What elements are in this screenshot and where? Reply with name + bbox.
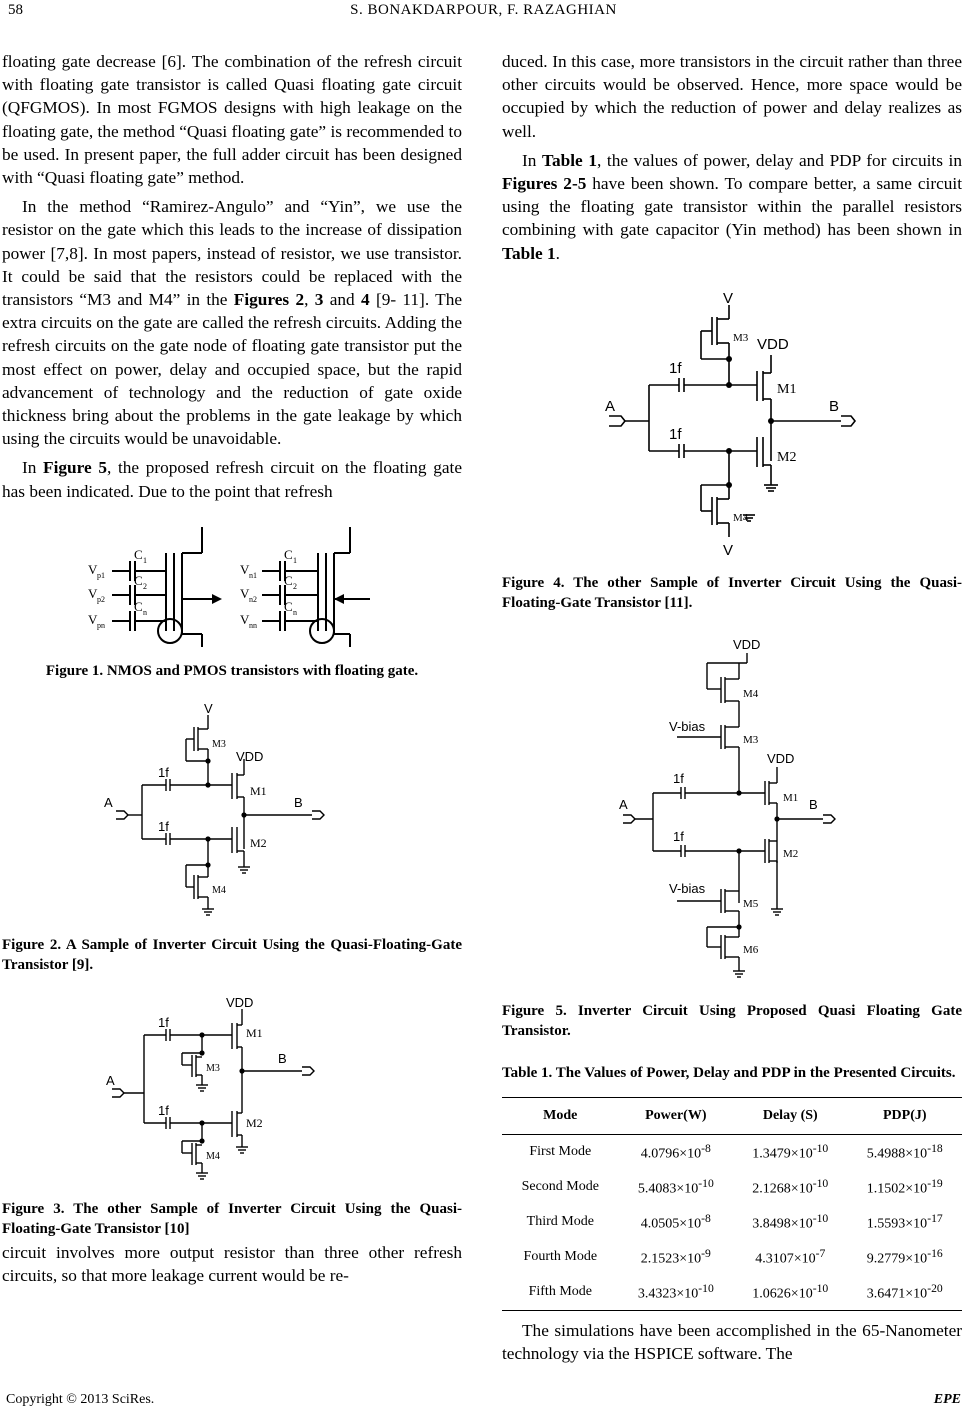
svg-text:A: A bbox=[619, 796, 628, 812]
svg-text:M2: M2 bbox=[777, 449, 797, 465]
svg-text:nn: nn bbox=[249, 620, 257, 630]
figure-2-caption: Figure 2. A Sample of Inverter Circuit Using the Quasi-Floating-Gate Transistor [9]. bbox=[2, 936, 462, 973]
table-row bbox=[502, 1134, 962, 1170]
svg-text:B: B bbox=[294, 794, 303, 810]
svg-text:V: V bbox=[240, 561, 250, 577]
column-header: Mode bbox=[502, 1097, 619, 1134]
table-row bbox=[502, 1205, 962, 1240]
paragraph: The simulations have been accomplished in the 65-Nanometer technology via the HSPICE software. The bbox=[502, 1320, 962, 1364]
journal-abbreviation: EPE bbox=[933, 1392, 961, 1407]
svg-text:C: C bbox=[284, 546, 293, 562]
column-header: Delay (S) bbox=[733, 1097, 847, 1134]
svg-text:V: V bbox=[88, 561, 98, 577]
svg-text:V: V bbox=[204, 702, 213, 716]
svg-text:p2: p2 bbox=[97, 594, 105, 604]
svg-text:VDD: VDD bbox=[226, 994, 254, 1010]
svg-text:B: B bbox=[809, 796, 818, 812]
mode-cell: Fifth Mode bbox=[502, 1275, 619, 1311]
svg-text:B: B bbox=[829, 397, 840, 415]
column-header: Power(W) bbox=[619, 1097, 733, 1134]
figure-5-caption: Figure 5. Inverter Circuit Using Proposed Quasi Floating Gate Transistor. bbox=[502, 1002, 962, 1039]
svg-text:1f: 1f bbox=[669, 425, 682, 443]
svg-text:M4: M4 bbox=[733, 511, 749, 524]
running-title: S. BONAKDARPOUR, F. RAZAGHIAN bbox=[350, 2, 617, 18]
svg-text:C: C bbox=[284, 572, 293, 588]
svg-text:C: C bbox=[284, 598, 293, 614]
pdp-cell: $5.4988\times 10^{-18}$ bbox=[866, 1142, 943, 1162]
svg-text:pn: pn bbox=[97, 620, 105, 630]
svg-text:M6: M6 bbox=[743, 943, 759, 956]
pdp-cell: $9.2779\times 10^{-16}$ bbox=[866, 1247, 943, 1267]
figure-4-caption: Figure 4. The other Sample of Inverter Circuit Using the Quasi-Floating-Gate Transistor [11]. bbox=[502, 574, 962, 611]
mode-cell: First Mode bbox=[529, 1144, 592, 1160]
svg-text:M1: M1 bbox=[777, 381, 797, 397]
delay-cell: $2.1268\times 10^{-10}$ bbox=[752, 1177, 829, 1197]
svg-text:M1: M1 bbox=[246, 1025, 263, 1040]
svg-text:1f: 1f bbox=[673, 770, 684, 786]
power-cell: $2.1523\times 10^{-9}$ bbox=[640, 1247, 711, 1267]
left-column bbox=[2, 50, 462, 1293]
svg-text:n2: n2 bbox=[249, 594, 257, 604]
paragraph: circuit involves more output resistor than three other refresh circuits, so that more leakage current would be re- bbox=[2, 1242, 462, 1286]
svg-text:1f: 1f bbox=[673, 828, 684, 844]
svg-text:A: A bbox=[106, 1072, 115, 1088]
pdp-cell: $3.6471\times 10^{-20}$ bbox=[848, 1275, 962, 1311]
figure-1-nmos-pmos-floating-gate bbox=[82, 519, 382, 649]
paragraph: In Table 1, the values of power, delay and PDP for circuits in Figures 2-5 have been shown. To compare better, a same circuit using the floating gate transistor within the parallel resistors combining with gate capacitor (Yin method) has been shown in Table 1. bbox=[502, 150, 962, 263]
page-header bbox=[0, 0, 967, 30]
copyright-notice: Copyright © 2013 SciRes. bbox=[6, 1392, 155, 1407]
svg-text:B: B bbox=[278, 1050, 287, 1066]
svg-text:V: V bbox=[723, 289, 734, 307]
svg-text:M3: M3 bbox=[733, 331, 749, 344]
figure-3-inverter-circuit bbox=[102, 995, 362, 1185]
svg-text:M1: M1 bbox=[783, 791, 799, 804]
right-column bbox=[502, 50, 962, 1371]
svg-text:M1: M1 bbox=[250, 783, 267, 798]
paragraph: In Figure 5, the proposed refresh circuit on the floating gate has been indicated. Due to the point that refresh bbox=[2, 458, 462, 501]
svg-text:V: V bbox=[88, 585, 98, 601]
svg-text:C: C bbox=[134, 598, 143, 614]
figure-3-caption: Figure 3. The other Sample of Inverter Circuit Using the Quasi-Floating-Gate Transistor [10] bbox=[2, 1200, 462, 1237]
svg-text:M2: M2 bbox=[246, 1115, 263, 1130]
svg-text:M3: M3 bbox=[206, 1062, 220, 1074]
paragraph: duced. In this case, more transistors in the circuit rather than three other circuits would be observed. Hence, more space would be occupied by which the reduction of power and delay realizes as well. bbox=[502, 52, 962, 141]
svg-text:V: V bbox=[723, 541, 734, 559]
svg-text:1f: 1f bbox=[669, 359, 682, 377]
svg-text:V-bias: V-bias bbox=[669, 718, 706, 734]
power-cell: $4.0505\times 10^{-8}$ bbox=[640, 1212, 711, 1232]
svg-text:1: 1 bbox=[293, 555, 297, 565]
svg-text:p1: p1 bbox=[97, 570, 105, 580]
delay-cell: $1.3479\times 10^{-10}$ bbox=[752, 1142, 829, 1162]
table-1-caption: Table 1. The Values of Power, Delay and PDP in the Presented Circuits. bbox=[502, 1064, 956, 1081]
svg-text:VDD: VDD bbox=[767, 750, 795, 766]
svg-text:M5: M5 bbox=[743, 897, 759, 910]
svg-text:V: V bbox=[240, 585, 250, 601]
svg-text:n1: n1 bbox=[249, 570, 257, 580]
svg-text:M3: M3 bbox=[212, 738, 226, 750]
svg-text:A: A bbox=[104, 794, 113, 810]
svg-text:n: n bbox=[293, 607, 297, 617]
svg-text:VDD: VDD bbox=[733, 636, 761, 652]
svg-text:A: A bbox=[605, 397, 616, 415]
page-number: 58 bbox=[8, 2, 23, 18]
svg-text:M2: M2 bbox=[250, 835, 267, 850]
delay-cell: $1.0626\times 10^{-10}$ bbox=[733, 1275, 847, 1311]
svg-text:M4: M4 bbox=[743, 687, 759, 700]
svg-text:C: C bbox=[134, 572, 143, 588]
svg-text:1f: 1f bbox=[158, 764, 169, 780]
table-header-row bbox=[502, 1097, 962, 1134]
figure-4-inverter-circuit bbox=[597, 289, 867, 559]
svg-text:V-bias: V-bias bbox=[669, 880, 706, 896]
table-row bbox=[502, 1275, 962, 1311]
power-cell: $4.0796\times 10^{-8}$ bbox=[640, 1142, 711, 1162]
delay-cell: $4.3107\times 10^{-7}$ bbox=[755, 1247, 826, 1267]
delay-cell: $3.8498\times 10^{-10}$ bbox=[752, 1212, 829, 1232]
mode-cell: Third Mode bbox=[526, 1214, 594, 1230]
pdp-cell: $1.5593\times 10^{-17}$ bbox=[866, 1212, 943, 1232]
paragraph: floating gate decrease [6]. The combination of the refresh circuit with floating gate transistor is called Quasi floating gate circuit (QFGMOS). In most FGMOS designs with high leakage on the floating gate, the method “Quasi floating gate” is recommended to be used. In present paper, the full adder circuit has been designed with “Quasi floating gate” method. bbox=[2, 52, 462, 188]
column-header: PDP(J) bbox=[848, 1097, 962, 1134]
svg-text:V: V bbox=[240, 611, 250, 627]
svg-text:1f: 1f bbox=[158, 1014, 169, 1030]
svg-text:VDD: VDD bbox=[236, 748, 264, 764]
svg-text:C: C bbox=[134, 546, 143, 562]
svg-text:n: n bbox=[143, 607, 147, 617]
figure-2-inverter-circuit bbox=[102, 703, 362, 923]
power-cell: $5.4083\times 10^{-10}$ bbox=[637, 1177, 714, 1197]
svg-text:M3: M3 bbox=[743, 733, 759, 746]
svg-text:2: 2 bbox=[293, 581, 297, 591]
svg-text:1f: 1f bbox=[158, 1102, 169, 1118]
paragraph: In the method “Ramirez-Angulo” and “Yin”, we use the resistor on the gate which this leads to the increase of dissipation power [7,8]. In most papers, instead of resistor, we use transistor. It could be said that the resistors could be replaced with the transistors “M3 and M4” in the Figures 2, 3 and 4 [9- 11]. The extra circuits on the gate are called the refresh circuits. Adding the refresh circuits on the gate node of floating gate transistor put the most effect on power, delay and occupied space, but the rapid advancement of technology and the reduction of gate oxide thickness bring about the problems in the gate leakage by which using the circuits would be unavoidable. bbox=[2, 197, 463, 449]
svg-text:1f: 1f bbox=[158, 818, 169, 834]
results-table bbox=[502, 1097, 962, 1311]
svg-text:M2: M2 bbox=[783, 847, 799, 860]
pdp-cell: $1.1502\times 10^{-19}$ bbox=[866, 1177, 943, 1197]
svg-text:V: V bbox=[88, 611, 98, 627]
svg-text:2: 2 bbox=[143, 581, 147, 591]
figure-1-caption: Figure 1. NMOS and PMOS transistors with floating gate. bbox=[45, 662, 419, 679]
table-row bbox=[502, 1240, 962, 1275]
power-cell: $3.4323\times 10^{-10}$ bbox=[619, 1275, 733, 1311]
svg-text:M4: M4 bbox=[212, 884, 226, 896]
svg-text:1: 1 bbox=[143, 555, 147, 565]
svg-text:VDD: VDD bbox=[757, 335, 789, 353]
mode-cell: Fourth Mode bbox=[523, 1249, 598, 1265]
mode-cell: Second Mode bbox=[521, 1179, 599, 1195]
svg-text:M4: M4 bbox=[206, 1150, 220, 1162]
figure-5-proposed-inverter-circuit bbox=[617, 637, 847, 987]
table-row bbox=[502, 1170, 962, 1205]
